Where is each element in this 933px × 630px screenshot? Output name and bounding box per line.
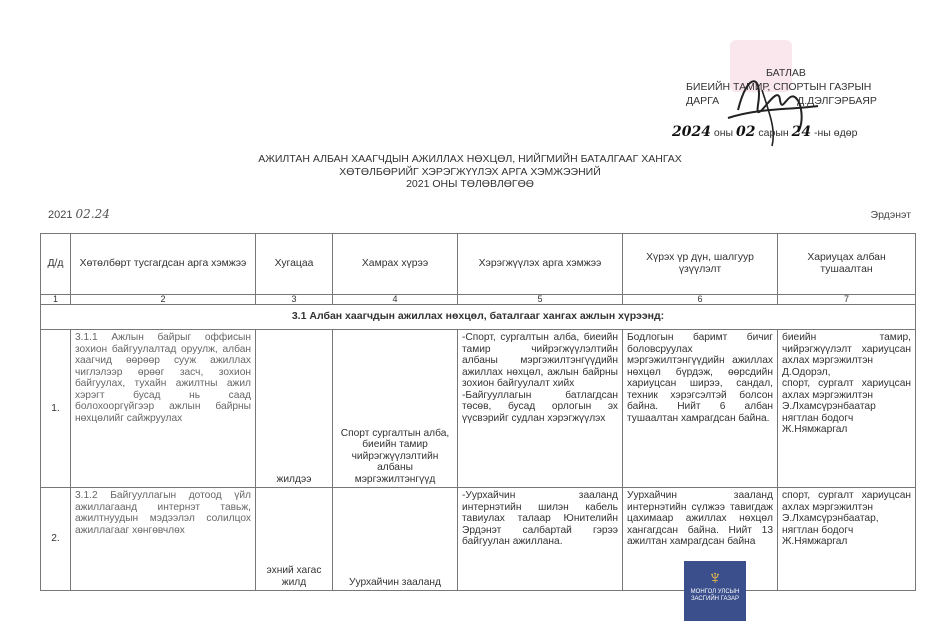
row-responsible: биеийн тамир, чийрэгжүүлэлт хариуцсан ахлах мэргэжилтэн Д.Одорэл, спорт, сургалт хариуцсан ахлах мэргэжилтэн Э.Лхамсүрэнбаатар нягтлан бодогч Ж.Нямжаргал	[778, 330, 916, 488]
soyombo-icon: ♆	[707, 567, 723, 589]
header-action: Хэрэгжүүлэх арга хэмжээ	[458, 234, 623, 295]
column-number: 3	[256, 295, 333, 305]
header-result: Хүрэх үр дүн, шалгуур үзүүлэлт	[623, 234, 778, 295]
row-activity: 3.1.2 Байгууллагын дотоод үйл ажиллагаанд интернэт тавьж, ажилтнуудын мэдээлэл солилцох ажиллагааг хөнгөвчлөх	[71, 488, 256, 591]
header-no: Д/д	[41, 234, 71, 295]
column-number: 6	[623, 295, 778, 305]
row-responsible: спорт, сургалт хариуцсан ахлах мэргэжилтэн Э.Лхамсүрэнбаатар, нягтлан бодогч Ж.Нямжаргал	[778, 488, 916, 591]
header-scope: Хамрах хүрээ	[333, 234, 458, 295]
column-number-row	[41, 295, 916, 305]
row-result: Уурхайчин зааланд интернэтийн сүлжээ тавигдаж цахимаар ажиллах нөхцөл хангагдсан байна. Нийт 13 ажилтан хамрагдсан байна	[623, 488, 778, 591]
row-number: 1.	[41, 330, 71, 488]
header-period: Хугацаа	[256, 234, 333, 295]
table-row	[41, 488, 916, 591]
document-place: Эрдэнэт	[870, 209, 911, 221]
row-period: жилдээ	[256, 330, 333, 488]
section-row	[41, 305, 916, 330]
table-header-row	[41, 234, 916, 295]
table-row	[41, 330, 916, 488]
row-activity: 3.1.1 Ажлын байрыг оффисын зохион байгуулалтад оруулж, албан хаагчид өөрөөр сууж ажиллах чиглэлээр өрөөг засч, зохион байгуулах, тухайн ажилтны ажил хэрэгт бусад нь саад болохооргүйгээр ажлын байрны нөхцөлийг сайжруулах	[71, 330, 256, 488]
row-period: эхний хагас жилд	[256, 488, 333, 591]
column-number: 1	[41, 295, 71, 305]
header-responsible: Хариуцах албан тушаалтан	[778, 234, 916, 295]
column-number: 5	[458, 295, 623, 305]
column-number: 4	[333, 295, 458, 305]
column-number: 2	[71, 295, 256, 305]
approval-heading: БАТЛАВ	[766, 67, 806, 79]
row-action: -Уурхайчин зааланд интернэтийн шилэн кабель тавиулах талаар Юнителийн Эрдэнэт салбартай гэрээ байгуулан ажиллана.	[458, 488, 623, 591]
document-title: АЖИЛТАН АЛБАН ХААГЧДЫН АЖИЛЛАХ НӨХЦӨЛ, НИЙГМИЙН БАТАЛГААГ ХАНГАХ ХӨТӨЛБӨРИЙГ ХЭРЭГЖҮҮЛЭХ АРГА ХЭМЖЭЭНИЙ 2021 ОНЫ ТӨЛӨВЛӨГӨӨ	[258, 153, 682, 190]
column-number: 7	[778, 295, 916, 305]
row-scope: Уурхайчин зааланд	[333, 488, 458, 591]
plan-table	[40, 233, 916, 591]
header-activity: Хөтөлбөрт тусгагдсан арга хэмжээ	[71, 234, 256, 295]
row-action: -Спорт, сургалтын алба, биеийн тамир чийрэгжүүлэлтийн албаны мэргэжилтэнгүүдийн ажиллах нөхцөл, ажлын байрны зохион байгуулалт хийх -Байгууллагын батлагдсан төсөв, бусад орлогын эх үүсвэрийг судлан хэрэгжүүлэх	[458, 330, 623, 488]
approval-date: 2024 оны 02 сарын 24 -ны өдөр	[672, 124, 858, 140]
approval-signer: ДАРГА Д.ДЭЛГЭРБАЯР	[686, 95, 877, 107]
document-year: 2021 02.24	[48, 207, 110, 221]
approval-organization: БИЕИЙН ТАМИР, СПОРТЫН ГАЗРЫН	[686, 81, 872, 93]
row-number: 2.	[41, 488, 71, 591]
section-heading: 3.1 Албан хаагчдын ажиллах нөхцөл, баталгааг хангах ажлын хүрээнд:	[41, 305, 916, 330]
row-scope: Спорт сургалтын алба, биеийн тамир чийрэгжүүлэлтийн албаны мэргэжилтэнгүүд	[333, 330, 458, 488]
government-logo: ♆ МОНГОЛ УЛСЫН ЗАСГИЙН ГАЗАР	[684, 561, 746, 621]
row-result: Бодлогын баримт бичиг боловсруулах мэргэжилтэнгүүдийн ажиллах нөхцөл бүрдэж, өөрсдийн хариуцсан ширээ, сандал, техник хэрэгсэлтэй болсон байна. Нийт 6 албан тушаалтан хамрагдсан байна.	[623, 330, 778, 488]
